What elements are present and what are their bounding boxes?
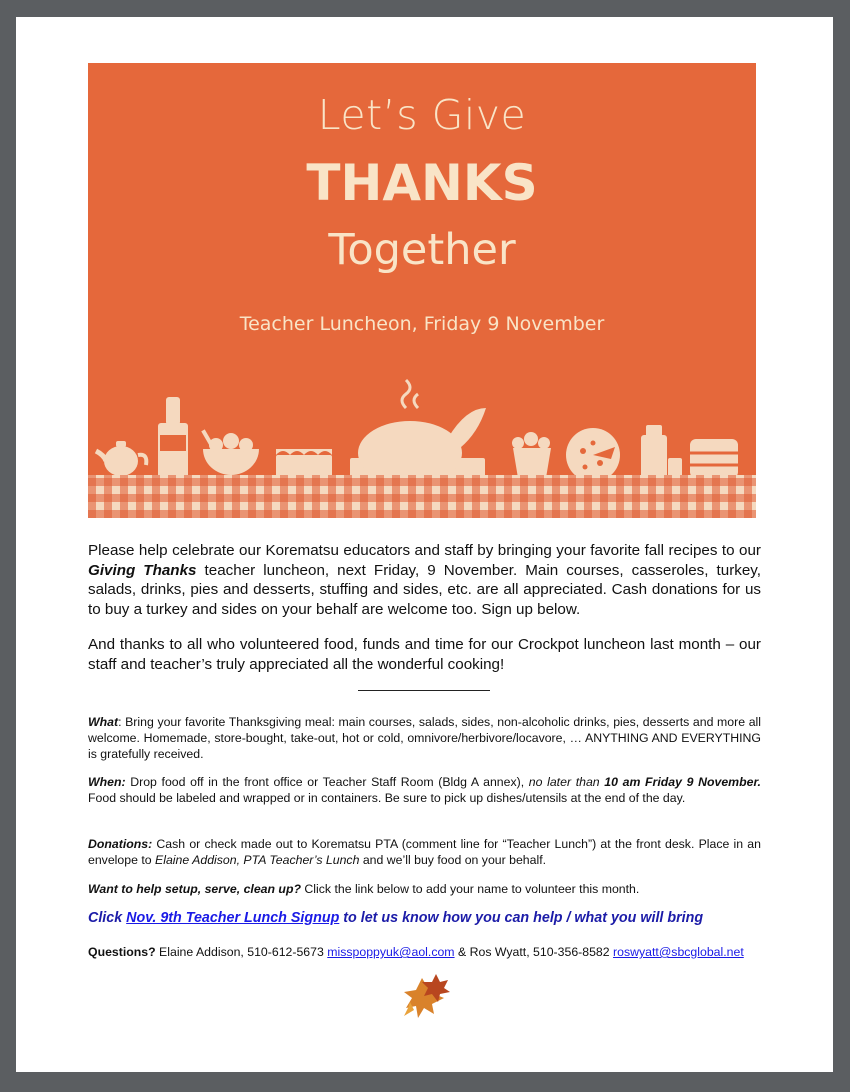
what-section [88,714,761,762]
intro-text: Please help celebrate our Korematsu educators and staff by bringing your favorite fall recipes to our [88,542,761,559]
turkey-icon [350,380,486,478]
intro-paragraph-2: And thanks to all who volunteered food, funds and time for our Crockpot luncheon last month – our staff and teacher’s truly appreciated all the wonderful cooking! [88,636,761,673]
giving-thanks-emphasis: Giving Thanks [88,561,197,579]
contact-text: & Ros Wyatt, 510-356-8582 [454,945,614,959]
donations-text: Cash or check made out to Korematsu PTA (comment line for “Teacher Lunch”) at the front desk. Place in an envelope to [88,837,761,867]
donations-text: and we’ll buy food on your behalf. [359,853,547,867]
when-text: Drop food off in the front office or Teacher Staff Room (Bldg A annex), [125,775,529,789]
signup-suffix: to let us know how you can help / what you will bring [339,910,704,926]
popcorn-icon [512,432,551,478]
signup-link[interactable]: Nov. 9th Teacher Lunch Signup [126,910,340,926]
autumn-leaves-icon [396,972,450,1020]
food-illustration [88,363,756,478]
what-text: : Bring your favorite Thanksgiving meal: main courses, salads, sides, non-alcoholic drinks, pies, desserts and more all welcome. Homemade, store-bought, take-out, hot or cold, omnivore/herbivore/locavore, … ANYTHING AND EVERYTHING is gratefully received. [88,715,761,761]
wine-bottle-icon [158,397,188,478]
banner [88,63,756,518]
pie-icon [566,428,620,478]
questions-label: Questions? [88,945,156,959]
document-page [16,17,833,1072]
divider [358,690,490,691]
intro-text: teacher luncheon, next Friday, 9 November. Main courses, casseroles, turkey, salads, drinks, pies and desserts, stuffing and sides, etc. are all appreciated. Cash donations for us to buy a turkey and sides on your behalf are welcome too. Sign up below. [88,561,761,618]
email-link-elaine[interactable]: misspoppyuk@aol.com [327,945,455,959]
when-section [88,774,761,806]
when-label: When: [88,775,126,789]
teapot-icon [96,441,146,476]
banner-subtitle: Teacher Luncheon, Friday 9 November [239,313,605,335]
when-deadline: 10 am Friday 9 November. [604,775,761,789]
what-label: What [88,715,119,729]
signup-line [88,910,761,926]
sandwich-icon [690,439,738,478]
donations-section [88,836,761,868]
donations-recipient: Elaine Addison, PTA Teacher’s Lunch [155,853,360,867]
banner-line-1: Let’s Give [317,91,527,139]
milk-bottle-icon [641,425,682,478]
contact-text: Elaine Addison, 510-612-5673 [155,945,328,959]
donations-label: Donations: [88,837,153,851]
banner-line-3: Together [328,225,516,275]
help-label: Want to help setup, serve, clean up? [88,882,301,896]
help-section [88,881,761,897]
signup-prefix: Click [88,910,127,926]
checkered-tablecloth [88,475,756,518]
salad-bowl-icon [201,429,259,475]
questions-section [88,944,761,960]
help-text: Click the link below to add your name to volunteer this month. [300,882,640,896]
cake-icon [276,449,332,478]
email-link-ros[interactable]: roswyatt@sbcglobal.net [613,945,744,959]
when-text: Food should be labeled and wrapped or in containers. Be sure to pick up dishes/utensils at the end of the day. [88,791,686,805]
banner-line-2: THANKS [306,154,538,212]
intro-paragraph-1 [88,541,761,619]
when-emphasis: no later than [528,775,605,789]
